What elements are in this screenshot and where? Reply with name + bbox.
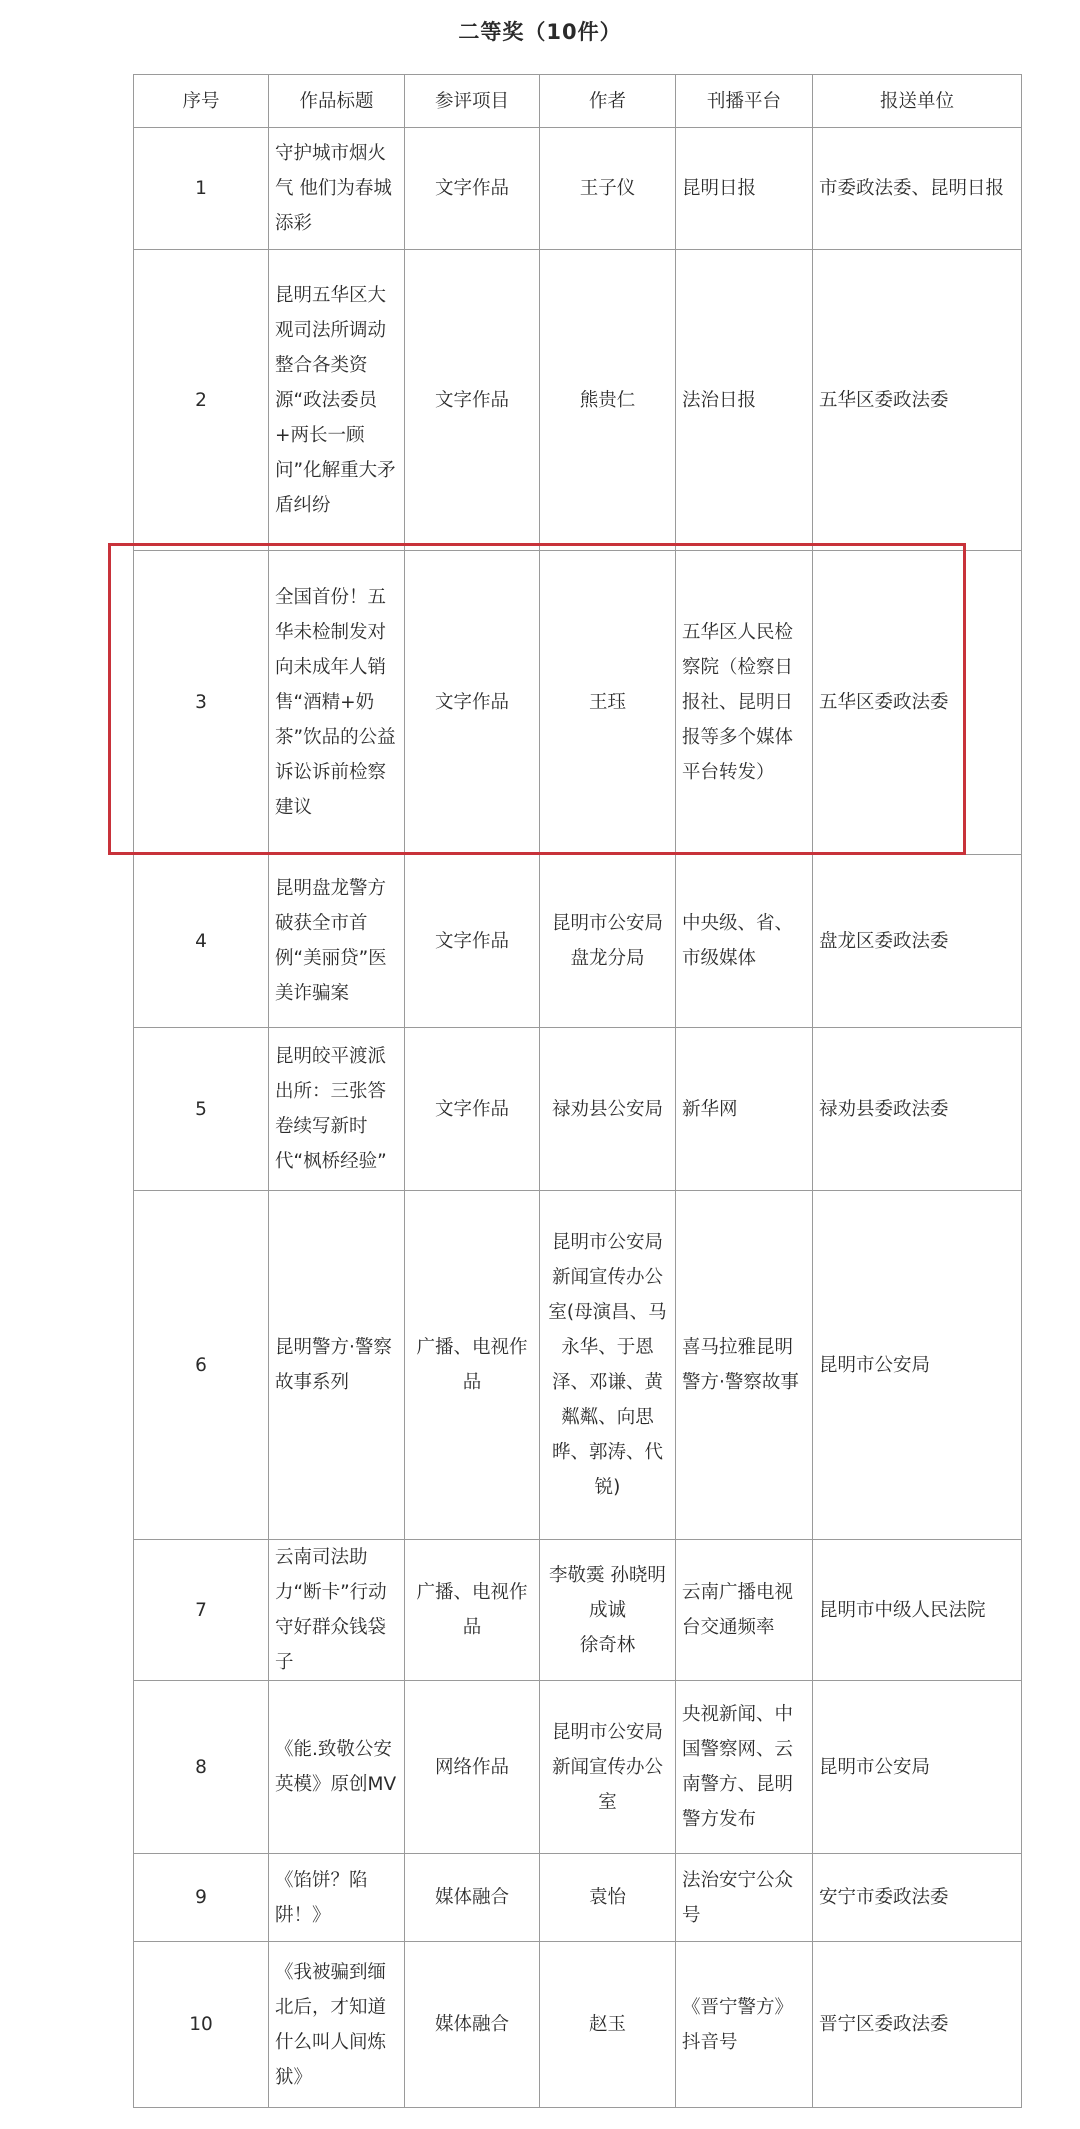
cell-author: 赵玉 xyxy=(540,1942,676,2108)
table-header-row xyxy=(134,75,1022,128)
cell-unit: 安宁市委政法委 xyxy=(813,1854,1022,1942)
cell-author: 昆明市公安局新闻宣传办公室(母演昌、马永华、于恩泽、邓谦、黄粼粼、向思晔、郭涛、代锐) xyxy=(540,1191,676,1540)
cell-platform: 法治安宁公众号 xyxy=(676,1854,813,1942)
header-cell-number: 序号 xyxy=(134,75,269,128)
header-cell-unit: 报送单位 xyxy=(813,75,1022,128)
cell-author: 昆明市公安局新闻宣传办公室 xyxy=(540,1681,676,1854)
cell-author: 王珏 xyxy=(540,551,676,855)
cell-unit: 昆明市中级人民法院 xyxy=(813,1540,1022,1681)
cell-platform: 昆明日报 xyxy=(676,128,813,250)
cell-category: 文字作品 xyxy=(405,551,540,855)
cell-platform: 《晋宁警方》抖音号 xyxy=(676,1942,813,2108)
cell-platform: 喜马拉雅昆明警方·警察故事 xyxy=(676,1191,813,1540)
cell-unit: 市委政法委、昆明日报 xyxy=(813,128,1022,250)
cell-title: 昆明盘龙警方破获全市首例“美丽贷”医美诈骗案 xyxy=(269,855,405,1028)
cell-title: 昆明五华区大观司法所调动整合各类资源“政法委员+两长一顾问”化解重大矛盾纠纷 xyxy=(269,250,405,551)
cell-unit: 昆明市公安局 xyxy=(813,1191,1022,1540)
cell-unit: 禄劝县委政法委 xyxy=(813,1028,1022,1191)
cell-unit: 五华区委政法委 xyxy=(813,551,1022,855)
cell-unit: 昆明市公安局 xyxy=(813,1681,1022,1854)
cell-category: 文字作品 xyxy=(405,250,540,551)
cell-title: 昆明皎平渡派出所：三张答卷续写新时代“枫桥经验” xyxy=(269,1028,405,1191)
cell-category: 广播、电视作品 xyxy=(405,1191,540,1540)
cell-author: 袁怡 xyxy=(540,1854,676,1942)
cell-unit: 盘龙区委政法委 xyxy=(813,855,1022,1028)
table-row xyxy=(134,1942,1022,2108)
cell-number: 3 xyxy=(134,551,269,855)
cell-number: 8 xyxy=(134,1681,269,1854)
header-cell-title: 作品标题 xyxy=(269,75,405,128)
cell-category: 广播、电视作品 xyxy=(405,1540,540,1681)
cell-title: 昆明警方·警察故事系列 xyxy=(269,1191,405,1540)
cell-author: 昆明市公安局盘龙分局 xyxy=(540,855,676,1028)
cell-title: 云南司法助力“断卡”行动 守好群众钱袋子 xyxy=(269,1540,405,1681)
cell-platform: 法治日报 xyxy=(676,250,813,551)
cell-category: 媒体融合 xyxy=(405,1942,540,2108)
cell-category: 网络作品 xyxy=(405,1681,540,1854)
header-cell-author: 作者 xyxy=(540,75,676,128)
cell-category: 媒体融合 xyxy=(405,1854,540,1942)
cell-platform: 新华网 xyxy=(676,1028,813,1191)
cell-number: 1 xyxy=(134,128,269,250)
cell-category: 文字作品 xyxy=(405,128,540,250)
cell-category: 文字作品 xyxy=(405,855,540,1028)
cell-author: 禄劝县公安局 xyxy=(540,1028,676,1191)
awards-table xyxy=(133,74,1022,2108)
table-row xyxy=(134,128,1022,250)
cell-number: 6 xyxy=(134,1191,269,1540)
cell-title: 《能.致敬公安英模》原创MV xyxy=(269,1681,405,1854)
cell-title: 守护城市烟火气 他们为春城添彩 xyxy=(269,128,405,250)
table-row xyxy=(134,1191,1022,1540)
cell-author: 熊贵仁 xyxy=(540,250,676,551)
table-row xyxy=(134,250,1022,551)
cell-unit: 五华区委政法委 xyxy=(813,250,1022,551)
cell-number: 9 xyxy=(134,1854,269,1942)
cell-number: 2 xyxy=(134,250,269,551)
table-row xyxy=(134,1681,1022,1854)
cell-number: 10 xyxy=(134,1942,269,2108)
header-cell-platform: 刊播平台 xyxy=(676,75,813,128)
cell-title: 《馅饼？陷阱！》 xyxy=(269,1854,405,1942)
cell-platform: 云南广播电视台交通频率 xyxy=(676,1540,813,1681)
cell-category: 文字作品 xyxy=(405,1028,540,1191)
cell-unit: 晋宁区委政法委 xyxy=(813,1942,1022,2108)
header-cell-category: 参评项目 xyxy=(405,75,540,128)
cell-number: 7 xyxy=(134,1540,269,1681)
cell-author: 李敬霙 孙晓明 成诚 徐奇林 xyxy=(540,1540,676,1681)
cell-platform: 五华区人民检察院（检察日报社、昆明日报等多个媒体平台转发） xyxy=(676,551,813,855)
table-row xyxy=(134,1028,1022,1191)
page-title: 二等奖（10件） xyxy=(458,20,622,44)
cell-platform: 央视新闻、中国警察网、云南警方、昆明警方发布 xyxy=(676,1681,813,1854)
table-row-highlighted xyxy=(134,551,1022,855)
cell-platform: 中央级、省、市级媒体 xyxy=(676,855,813,1028)
cell-author: 王子仪 xyxy=(540,128,676,250)
table-row xyxy=(134,855,1022,1028)
table-row xyxy=(134,1540,1022,1681)
table-row xyxy=(134,1854,1022,1942)
cell-number: 4 xyxy=(134,855,269,1028)
cell-title: 《我被骗到缅北后，才知道什么叫人间炼狱》 xyxy=(269,1942,405,2108)
cell-number: 5 xyxy=(134,1028,269,1191)
cell-title: 全国首份！五华未检制发对向未成年人销售“酒精+奶茶”饮品的公益诉讼诉前检察建议 xyxy=(269,551,405,855)
